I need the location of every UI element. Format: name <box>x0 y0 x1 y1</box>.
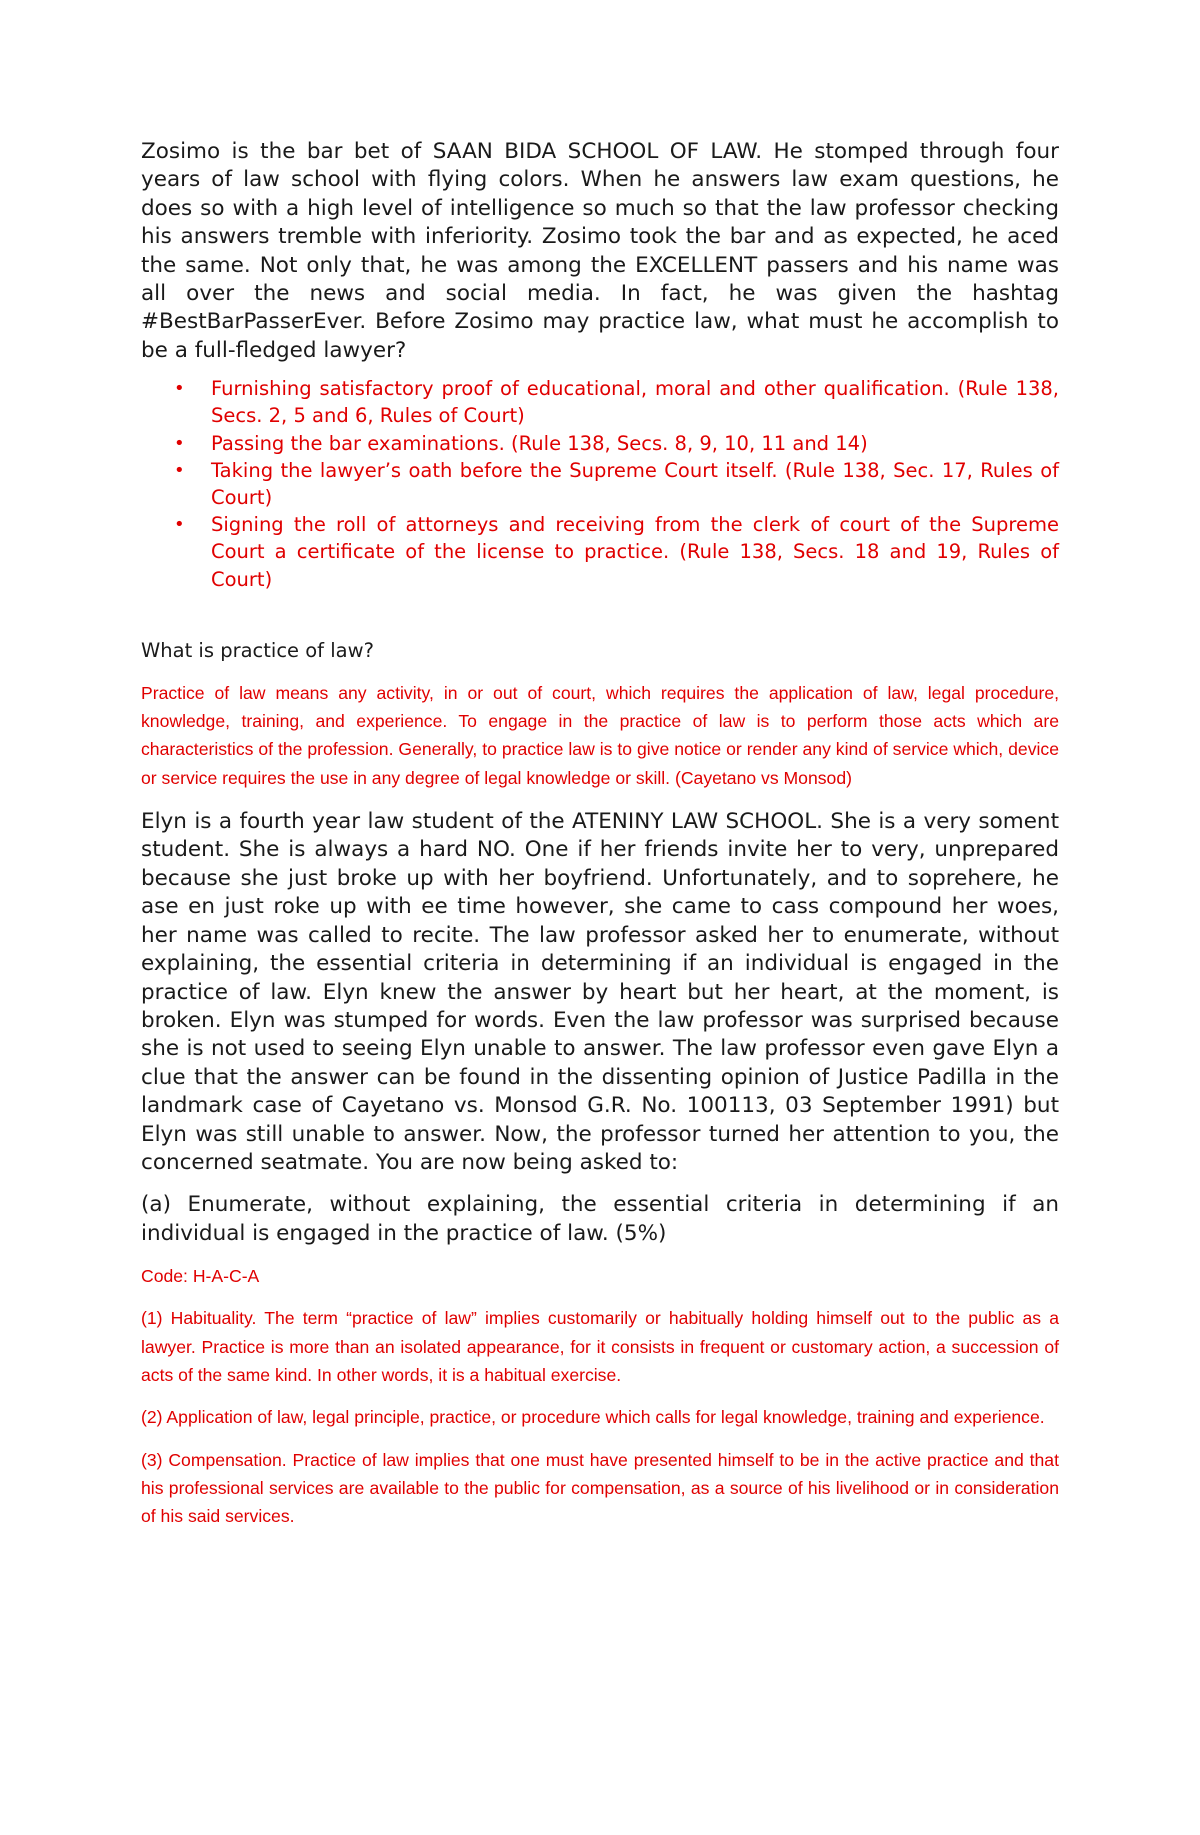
answer-list-1 <box>141 375 1059 593</box>
criterion-habituality: (1) Habituality. The term “practice of law” implies customarily or habitually holding himself out to the public as a lawyer. Practice is more than an isolated appearance, for it consists in frequent or customary action, a succession of acts of the same kind. In other words, it is a habitual exercise. <box>141 1308 1059 1386</box>
question-2-text: What is practice of law? <box>141 638 374 662</box>
criterion-application: (2) Application of law, legal principle, practice, or procedure which calls for legal knowledge, training and experience. <box>141 1407 1045 1428</box>
question-3-text: Elyn is a fourth year law student of the ATENINY LAW SCHOOL. She is a very soment student. She is always a hard NO. One if her friends invite her to very, unprepared because she just broke up with her boyfriend. Unfortunately, and to soprehere, he ase en just roke up with ee time however, she came to cass compound her woes, her name was called to recite. The law professor asked her to enumerate, without explaining, the essential criteria in determining if an individual is engaged in the practice of law. Elyn knew the answer by heart but her heart, at the moment, is broken. Elyn was stumped for words. Even the law professor was surprised because she is not used to seeing Elyn unable to answer. The law professor even gave Elyn a clue that the answer can be found in the dissenting opinion of Justice Padilla in the landmark case of Cayetano vs. Monsod G.R. No. 100113, 03 September 1991) but Elyn was still unable to answer. Now, the professor turned her attention to you, the concerned seatmate. You are now being asked to: <box>141 809 1059 1175</box>
list-item: • Passing the bar examinations. (Rule 138, Secs. 8, 9, 10, 11 and 14) <box>141 430 1059 457</box>
question-1-text: Zosimo is the bar bet of SAAN BIDA SCHOOL OF LAW. He stomped through four years of law school with flying colors. When he answers law exam questions, he does so with a high level of intelligence so much so that the law professor checking his answers tremble with inferiority. Zosimo took the bar and as expected, he aced the same. Not only that, he was among the EXCELLENT passers and his name was all over the news and social media. In fact, he was given the hashtag #BestBarPasserEver. Before Zosimo may practice law, what must he accomplish to be a full-fledged lawyer? <box>141 139 1059 363</box>
criterion-compensation: (3) Compensation. Practice of law implies that one must have presented himself to be in the active practice and that his professional services are available to the public for compensation, as a source of his livelihood or in consideration of his said services. <box>141 1449 1059 1527</box>
bullet-icon: • <box>174 514 185 536</box>
answer-2-text: Practice of law means any activity, in or out of court, which requires the application of law, legal procedure, knowledge, training, and experience. To engage in the practice of law is to perform those acts which are characteristics of the profession. Generally, to practice law is to give notice or render any kind of service which, device or service requires the use in any degree of legal knowledge or skill. (Cayetano vs Monsod) <box>141 682 1059 788</box>
bullet-icon: • <box>174 432 185 454</box>
sub-question-a: (a) Enumerate, without explaining, the essential criteria in determining if an individual is engaged in the practice of law. (5%) <box>141 1192 1059 1246</box>
answer-code: Code: H-A-C-A <box>141 1266 260 1287</box>
list-item: • Signing the roll of attorneys and receiving from the clerk of court of the Supreme Court a certificate of the license to practice. (Rule 138, Secs. 18 and 19, Rules of Court) <box>174 513 1059 591</box>
bullet-icon: • <box>174 459 185 481</box>
list-item: • Furnishing satisfactory proof of educational, moral and other qualification. (Rule 138, Secs. 2, 5 and 6, Rules of Court) <box>174 377 1059 428</box>
bullet-icon: • <box>174 378 185 400</box>
list-item: • Taking the lawyer’s oath before the Supreme Court itself. (Rule 138, Sec. 17, Rules of Court) <box>174 458 1059 510</box>
document-page <box>141 138 1059 1531</box>
